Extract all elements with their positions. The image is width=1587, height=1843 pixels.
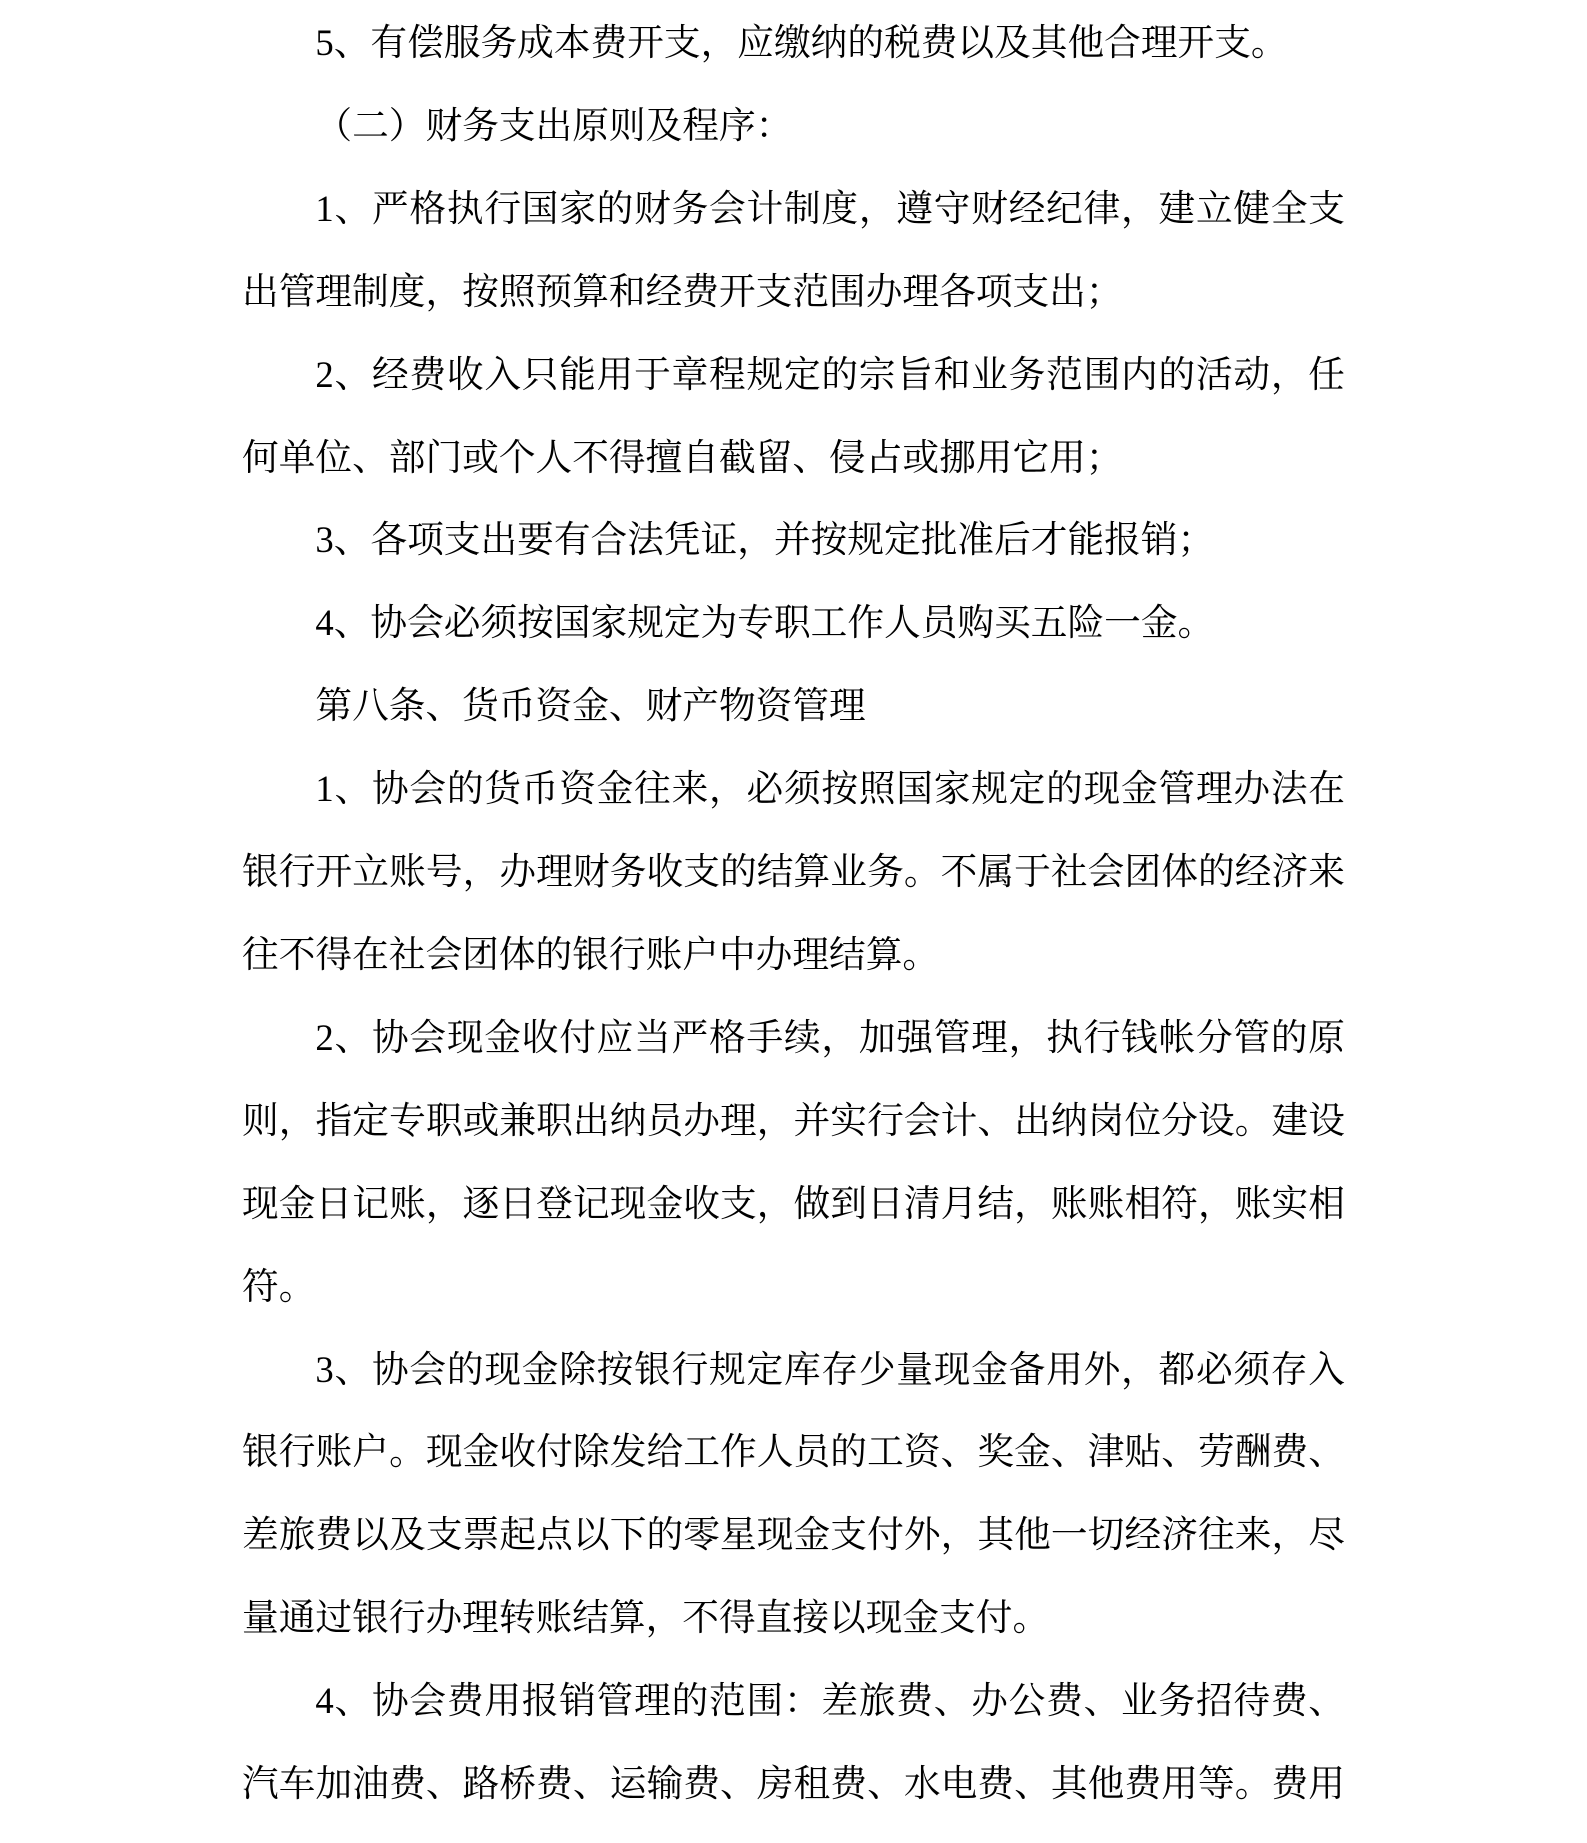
body-text-line: 1、协会的货币资金往来，必须按照国家规定的现金管理办法在	[315, 768, 1345, 810]
body-text-line: 2、协会现金收付应当严格手续，加强管理，执行钱帐分管的原	[315, 1016, 1345, 1058]
body-text-line: 2、经费收入只能用于章程规定的宗旨和业务范围内的活动，任	[315, 353, 1345, 395]
body-text-line: 4、协会必须按国家规定为专职工作人员购买五险一金。	[315, 602, 1215, 644]
body-text-line: 差旅费以及支票起点以下的零星现金支付外，其他一切经济往来，尽	[242, 1514, 1345, 1556]
section-heading: （二）财务支出原则及程序：	[315, 104, 793, 146]
body-text-line: 汽车加油费、路桥费、运输费、房租费、水电费、其他费用等。费用	[242, 1763, 1345, 1805]
body-text-line: 符。	[242, 1265, 316, 1307]
body-text-line: 现金日记账，逐日登记现金收支，做到日清月结，账账相符，账实相	[242, 1182, 1345, 1224]
document-page	[242, 2, 1345, 1826]
body-text-line: 3、协会的现金除按银行规定库存少量现金备用外，都必须存入	[315, 1348, 1345, 1390]
body-text-line: 量通过银行办理转账结算，不得直接以现金支付。	[242, 1597, 1050, 1639]
body-text-line: 1、严格执行国家的财务会计制度，遵守财经纪律，建立健全支	[315, 187, 1345, 229]
article-heading: 第八条、货币资金、财产物资管理	[315, 685, 866, 727]
body-text-line: 银行账户。现金收付除发给工作人员的工资、奖金、津贴、劳酬费、	[242, 1431, 1345, 1473]
body-text-line: 出管理制度，按照预算和经费开支范围办理各项支出；	[242, 270, 1123, 312]
body-text-line: 则，指定专职或兼职出纳员办理，并实行会计、出纳岗位分设。建设	[242, 1099, 1345, 1141]
body-text-line: 3、各项支出要有合法凭证，并按规定批准后才能报销；	[315, 519, 1215, 561]
body-text-line: 5、有偿服务成本费开支，应缴纳的税费以及其他合理开支。	[315, 22, 1288, 63]
body-text-line: 银行开立账号，办理财务收支的结算业务。不属于社会团体的经济来	[242, 851, 1345, 893]
body-text-line: 往不得在社会团体的银行账户中办理结算。	[242, 933, 940, 975]
body-text-line: 4、协会费用报销管理的范围：差旅费、办公费、业务招待费、	[315, 1680, 1345, 1722]
body-text-line: 何单位、部门或个人不得擅自截留、侵占或挪用它用；	[242, 436, 1123, 478]
